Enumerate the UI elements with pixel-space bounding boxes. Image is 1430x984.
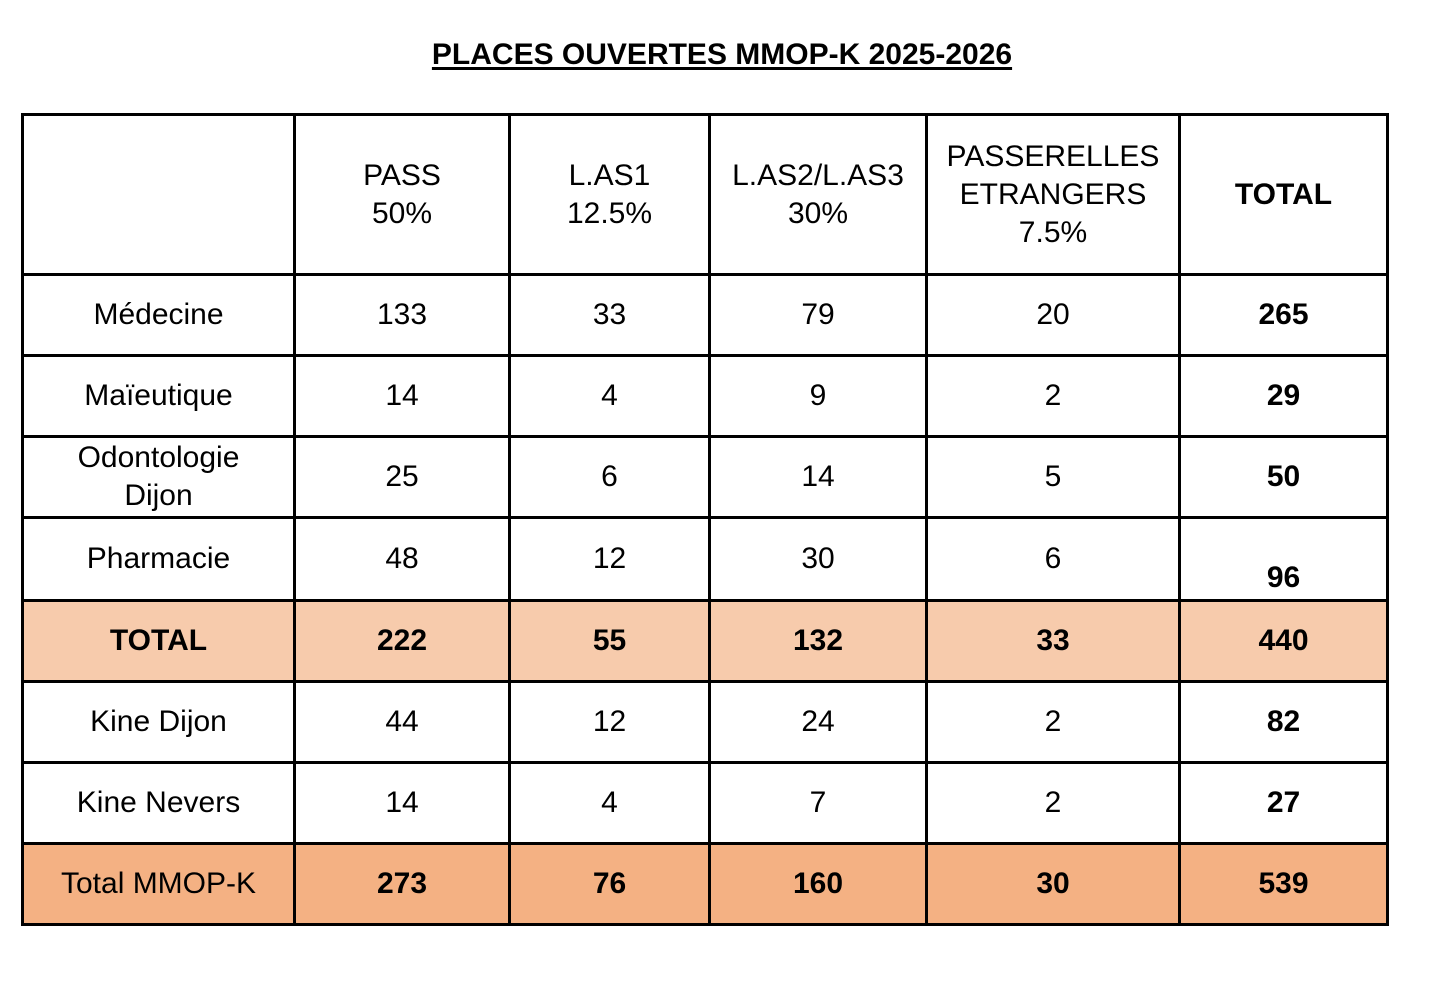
cell-las2-las3: 132 — [710, 601, 927, 682]
cell-las2-las3: 9 — [710, 356, 927, 437]
cell-las1: 6 — [510, 437, 710, 518]
cell-las2-las3: 30 — [710, 518, 927, 601]
cell-passerelles: 6 — [927, 518, 1180, 601]
table-row — [23, 356, 1388, 437]
cell-passerelles: 33 — [927, 601, 1180, 682]
cell-passerelles: 2 — [927, 763, 1180, 844]
cell-las1: 12 — [510, 518, 710, 601]
cell-passerelles: 20 — [927, 275, 1180, 356]
cell-pass: 133 — [295, 275, 510, 356]
places-table — [21, 113, 1389, 926]
cell-las1: 76 — [510, 844, 710, 925]
total-row — [23, 601, 1388, 682]
cell-las1: 33 — [510, 275, 710, 356]
table-row — [23, 763, 1388, 844]
cell-label: Maïeutique — [23, 356, 295, 437]
cell-las1: 4 — [510, 763, 710, 844]
cell-label: Kine Nevers — [23, 763, 295, 844]
cell-pass: 273 — [295, 844, 510, 925]
cell-label: Médecine — [23, 275, 295, 356]
cell-pass: 14 — [295, 356, 510, 437]
cell-las1: 55 — [510, 601, 710, 682]
header-total: TOTAL — [1180, 115, 1388, 275]
cell-passerelles: 2 — [927, 682, 1180, 763]
table-row — [23, 682, 1388, 763]
header-pass: PASS 50% — [295, 115, 510, 275]
page-title: PLACES OUVERTES MMOP-K 2025-2026 — [431, 38, 1013, 71]
grand-total-row — [23, 844, 1388, 925]
cell-label: TOTAL — [23, 601, 295, 682]
cell-total: 96 — [1180, 518, 1388, 601]
header-las2-las3: L.AS2/L.AS3 30% — [710, 115, 927, 275]
cell-label: Kine Dijon — [23, 682, 295, 763]
cell-las1: 12 — [510, 682, 710, 763]
cell-las2-las3: 7 — [710, 763, 927, 844]
cell-total: 27 — [1180, 763, 1388, 844]
cell-total: 539 — [1180, 844, 1388, 925]
cell-total: 50 — [1180, 437, 1388, 518]
cell-total: 265 — [1180, 275, 1388, 356]
cell-pass: 48 — [295, 518, 510, 601]
cell-pass: 14 — [295, 763, 510, 844]
header-label — [23, 115, 295, 275]
cell-pass: 25 — [295, 437, 510, 518]
cell-label: Pharmacie — [23, 518, 295, 601]
header-row — [23, 115, 1388, 275]
cell-las1: 4 — [510, 356, 710, 437]
header-las1: L.AS1 12.5% — [510, 115, 710, 275]
cell-total: 82 — [1180, 682, 1388, 763]
cell-pass: 222 — [295, 601, 510, 682]
cell-label: Odontologie Dijon — [23, 437, 295, 518]
cell-passerelles: 5 — [927, 437, 1180, 518]
cell-total: 440 — [1180, 601, 1388, 682]
cell-las2-las3: 24 — [710, 682, 927, 763]
cell-total: 29 — [1180, 356, 1388, 437]
cell-las2-las3: 14 — [710, 437, 927, 518]
table-row — [23, 518, 1388, 601]
header-passerelles: PASSERELLES ETRANGERS 7.5% — [927, 115, 1180, 275]
cell-las2-las3: 79 — [710, 275, 927, 356]
cell-label: Total MMOP-K — [23, 844, 295, 925]
table-row — [23, 437, 1388, 518]
cell-passerelles: 30 — [927, 844, 1180, 925]
cell-pass: 44 — [295, 682, 510, 763]
cell-passerelles: 2 — [927, 356, 1180, 437]
table-row — [23, 275, 1388, 356]
cell-las2-las3: 160 — [710, 844, 927, 925]
